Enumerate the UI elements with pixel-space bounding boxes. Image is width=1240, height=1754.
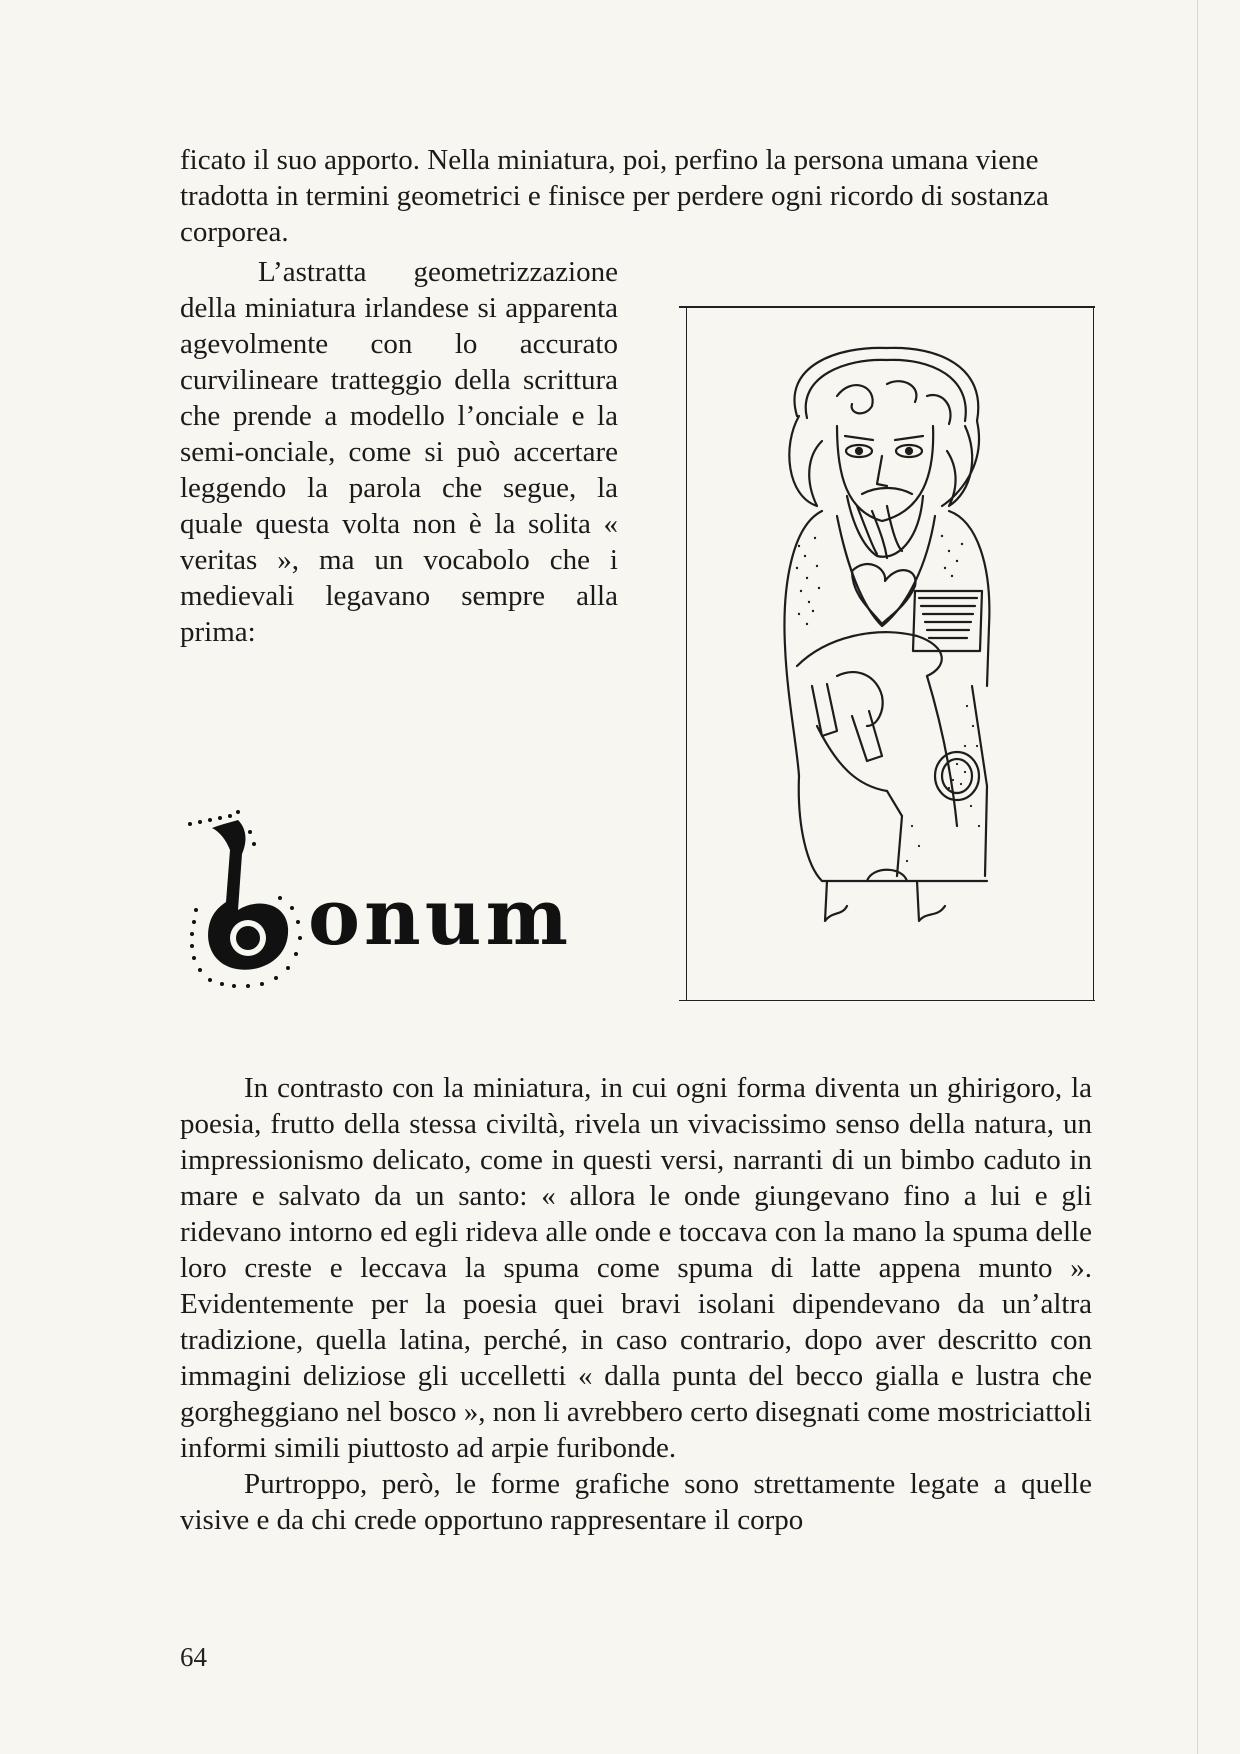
body-paragraph-2: Purtroppo, però, le forme grafiche sono strettamente legate a quelle visive e da chi crede opportuno rappresentare il corpo [180, 1468, 1092, 1536]
body-text [180, 1070, 1092, 1538]
top-paragraph: ficato il suo apporto. Nella miniatura, poi, perfino la persona umana viene tradotta in termini geometrici e finisce per perdere ogni ricordo di sostanza corporea. [180, 144, 1049, 248]
bonum-calligraphy [176, 810, 646, 990]
page-edge [1197, 0, 1198, 1754]
page-number: 64 [180, 1642, 207, 1672]
miniature-figure [686, 306, 1094, 1001]
bonum-word: onum [308, 872, 572, 963]
initial-b-icon [176, 810, 306, 990]
side-paragraph: L’astratta geometrizzazione della miniatura irlandese si apparenta agevolmente con lo accurato curvilineare tratteggio della scrittura che prende a modello l’onciale e la semi-onciale, come si può accertare leggendo la parola che segue, la quale questa volta non è la solita « veritas », ma un vocabolo che i medievali legavano sempre alla prima: [180, 256, 618, 648]
evangelist-drawing-icon [687, 306, 1093, 1001]
body-paragraph-1: In contrasto con la miniatura, in cui ogni forma diventa un ghirigoro, la poesia, frutto della stessa civiltà, rivela un vivacissimo senso della natura, un impressionismo delicato, come in questi versi, narranti di un bimbo caduto in mare e salvato da un santo: « allora le onde giungevano fino a lui e gli ridevano intorno ed egli rideva alle onde e toccava con la mano la spuma delle loro creste e leccava la spuma come spuma di latte appena munto ». Evidentemente per la poesia quei bravi isolani dipendevano da un’altra tradizione, quella latina, perché, in caso contrario, dopo aver descritto con immagini deliziose gli uccelletti « dalla punta del becco gialla e lustra che gorgheggiano nel bosco », non li avrebbero certo disegnati come mostriciattoli informi simili piuttosto ad arpie furibonde. [180, 1072, 1092, 1464]
